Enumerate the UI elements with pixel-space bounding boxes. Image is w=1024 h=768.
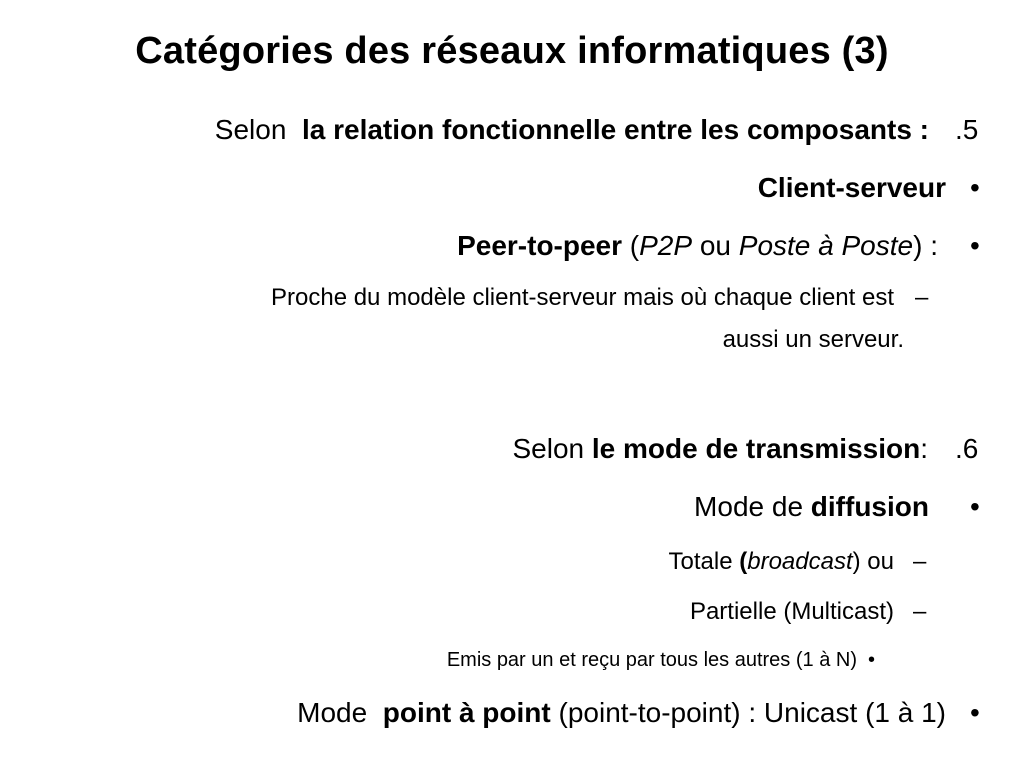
- emis-bullet: •: [868, 649, 876, 671]
- p2p-mode-item: [297, 697, 946, 729]
- section-5-number: .5: [955, 114, 979, 145]
- client-server-label: Client-serveur: [757, 172, 946, 203]
- totale-prefix: Totale: [668, 548, 740, 575]
- broadcast-mode-bullet: •: [970, 491, 980, 522]
- p2p-close: ) :: [913, 230, 938, 261]
- p2p-mode-suffix: (point-to-point) : Unicast (1 à 1): [550, 697, 946, 728]
- p2p-mid: ou: [692, 230, 739, 261]
- partielle-dash: –: [913, 598, 927, 625]
- p2p-item: [457, 230, 938, 262]
- p2p-mode-bullet: •: [970, 697, 980, 728]
- partielle-item: Partielle (Multicast): [689, 598, 894, 625]
- p2p-note-dash: –: [915, 284, 929, 311]
- client-server-item: [758, 172, 946, 204]
- p2p-italic-2: Poste à Poste: [738, 230, 914, 261]
- p2p-note-line-1: Proche du modèle client-serveur mais où chaque client est: [271, 284, 894, 311]
- section-6-suffix: :: [920, 433, 928, 464]
- section-6-number: .6: [955, 433, 979, 464]
- p2p-bold: Peer-to-peer: [457, 230, 623, 261]
- p2p-note-line-2: aussi un serveur.: [722, 326, 904, 353]
- broadcast-mode-prefix: Mode de: [694, 491, 811, 522]
- broadcast-mode-item: [694, 491, 929, 523]
- emis-item: Emis par un et reçu par tous les autres (1 à N): [446, 649, 857, 671]
- totale-item: [669, 548, 894, 576]
- section-5-bold: la relation fonctionnelle entre les composants :: [301, 114, 929, 145]
- p2p-bullet: •: [970, 230, 980, 261]
- p2p-open: (: [622, 230, 640, 261]
- totale-italic: broadcast: [747, 548, 853, 575]
- section-5-prefix: Selon: [214, 114, 287, 145]
- p2p-italic-1: P2P: [639, 230, 693, 261]
- broadcast-mode-bold: diffusion: [810, 491, 929, 522]
- section-6-heading: [512, 433, 928, 465]
- client-server-bullet: •: [970, 172, 980, 203]
- p2p-mode-bold: point à point: [382, 697, 551, 728]
- p2p-mode-prefix: Mode: [297, 697, 375, 728]
- section-5-heading: [215, 114, 929, 146]
- totale-open: (: [739, 548, 748, 575]
- slide-title: Catégories des réseaux informatiques (3): [135, 30, 889, 72]
- totale-close: ) ou: [852, 548, 894, 575]
- totale-dash: –: [913, 548, 927, 575]
- section-6-prefix: Selon: [512, 433, 592, 464]
- section-6-bold: le mode de transmission: [591, 433, 921, 464]
